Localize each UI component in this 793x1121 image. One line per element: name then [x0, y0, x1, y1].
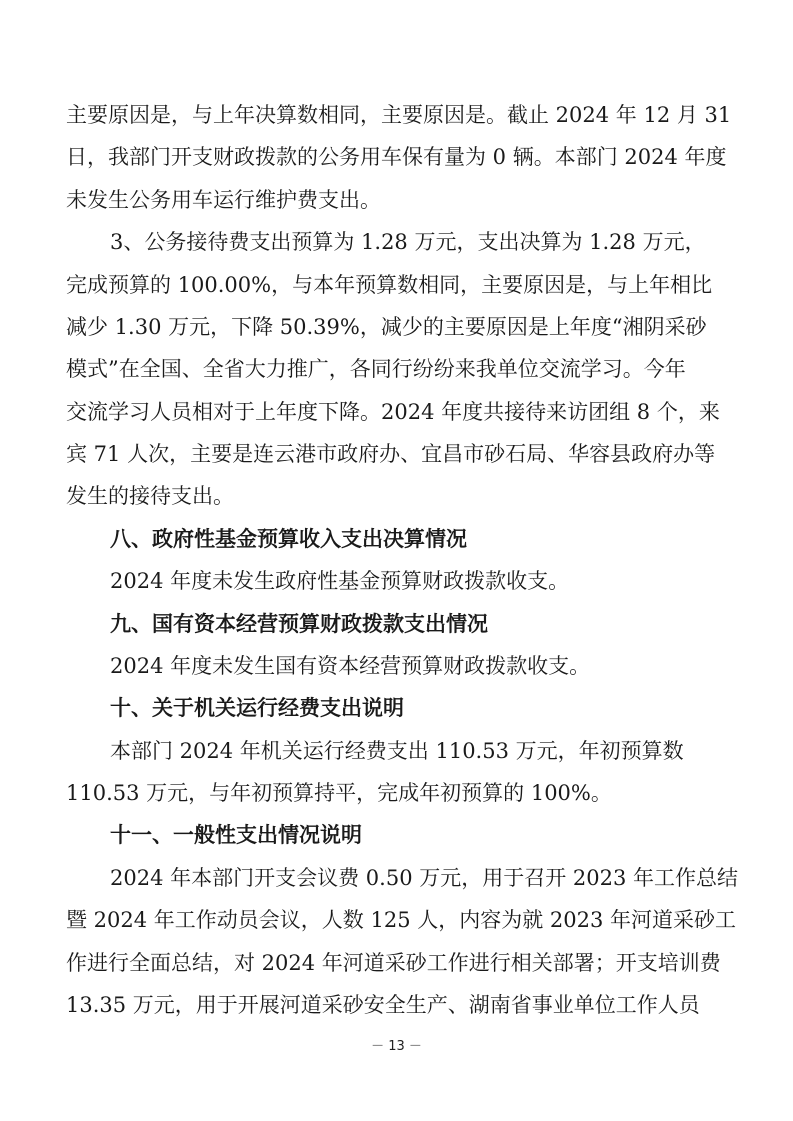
body-text-line: 2024 年度未发生政府性基金预算财政拨款收支。 [110, 569, 570, 593]
body-text-line: 日，我部门开支财政拨款的公务用车保有量为 0 辆。本部门 2024 年度 [66, 145, 727, 169]
page-number: － 13 － [371, 1039, 422, 1054]
body-text-line: 13.35 万元，用于开展河道采砂安全生产、湖南省事业单位工作人员 [66, 993, 700, 1017]
section-heading: 十一、一般性支出情况说明 [110, 823, 362, 847]
body-text-line: 2024 年度未发生国有资本经营预算财政拨款收支。 [110, 654, 591, 678]
body-text-line: 2024 年本部门开支会议费 0.50 万元，用于召开 2023 年工作总结 [110, 866, 739, 890]
body-text-line: 110.53 万元，与年初预算持平，完成年初预算的 100%。 [66, 781, 612, 805]
body-text-line: 交流学习人员相对于上年度下降。2024 年度共接待来访团组 8 个，来 [66, 400, 720, 424]
body-text-line: 宾 71 人次，主要是连云港市政府办、宜昌市砂石局、华容县政府办等 [66, 442, 716, 466]
body-text-line: 未发生公务用车运行维护费支出。 [66, 188, 381, 212]
body-text-line: 暨 2024 年工作动员会议，人数 125 人，内容为就 2023 年河道采砂工 [66, 908, 737, 932]
body-text-line: 主要原因是，与上年决算数相同，主要原因是。截止 2024 年 12 月 31 [66, 103, 732, 127]
section-heading: 十、关于机关运行经费支出说明 [110, 696, 404, 720]
body-text-line: 作进行全面总结，对 2024 年河道采砂工作进行相关部署；开支培训费 [66, 951, 721, 975]
body-text-line: 完成预算的 100.00%，与本年预算数相同，主要原因是，与上年相比 [66, 273, 713, 297]
body-text-line: 发生的接待支出。 [66, 484, 234, 508]
section-heading: 九、国有资本经营预算财政拨款支出情况 [110, 612, 488, 636]
section-heading: 八、政府性基金预算收入支出决算情况 [110, 527, 467, 551]
body-text-line: 模式”在全国、全省大力推广，各同行纷纷来我单位交流学习。今年 [66, 357, 686, 381]
body-text-line: 减少 1.30 万元，下降 50.39%，减少的主要原因是上年度“湘阴采砂 [66, 315, 707, 339]
body-text-line: 本部门 2024 年机关运行经费支出 110.53 万元，年初预算数 [110, 739, 684, 763]
body-text-line: 3、公务接待费支出预算为 1.28 万元，支出决算为 1.28 万元， [110, 230, 706, 254]
